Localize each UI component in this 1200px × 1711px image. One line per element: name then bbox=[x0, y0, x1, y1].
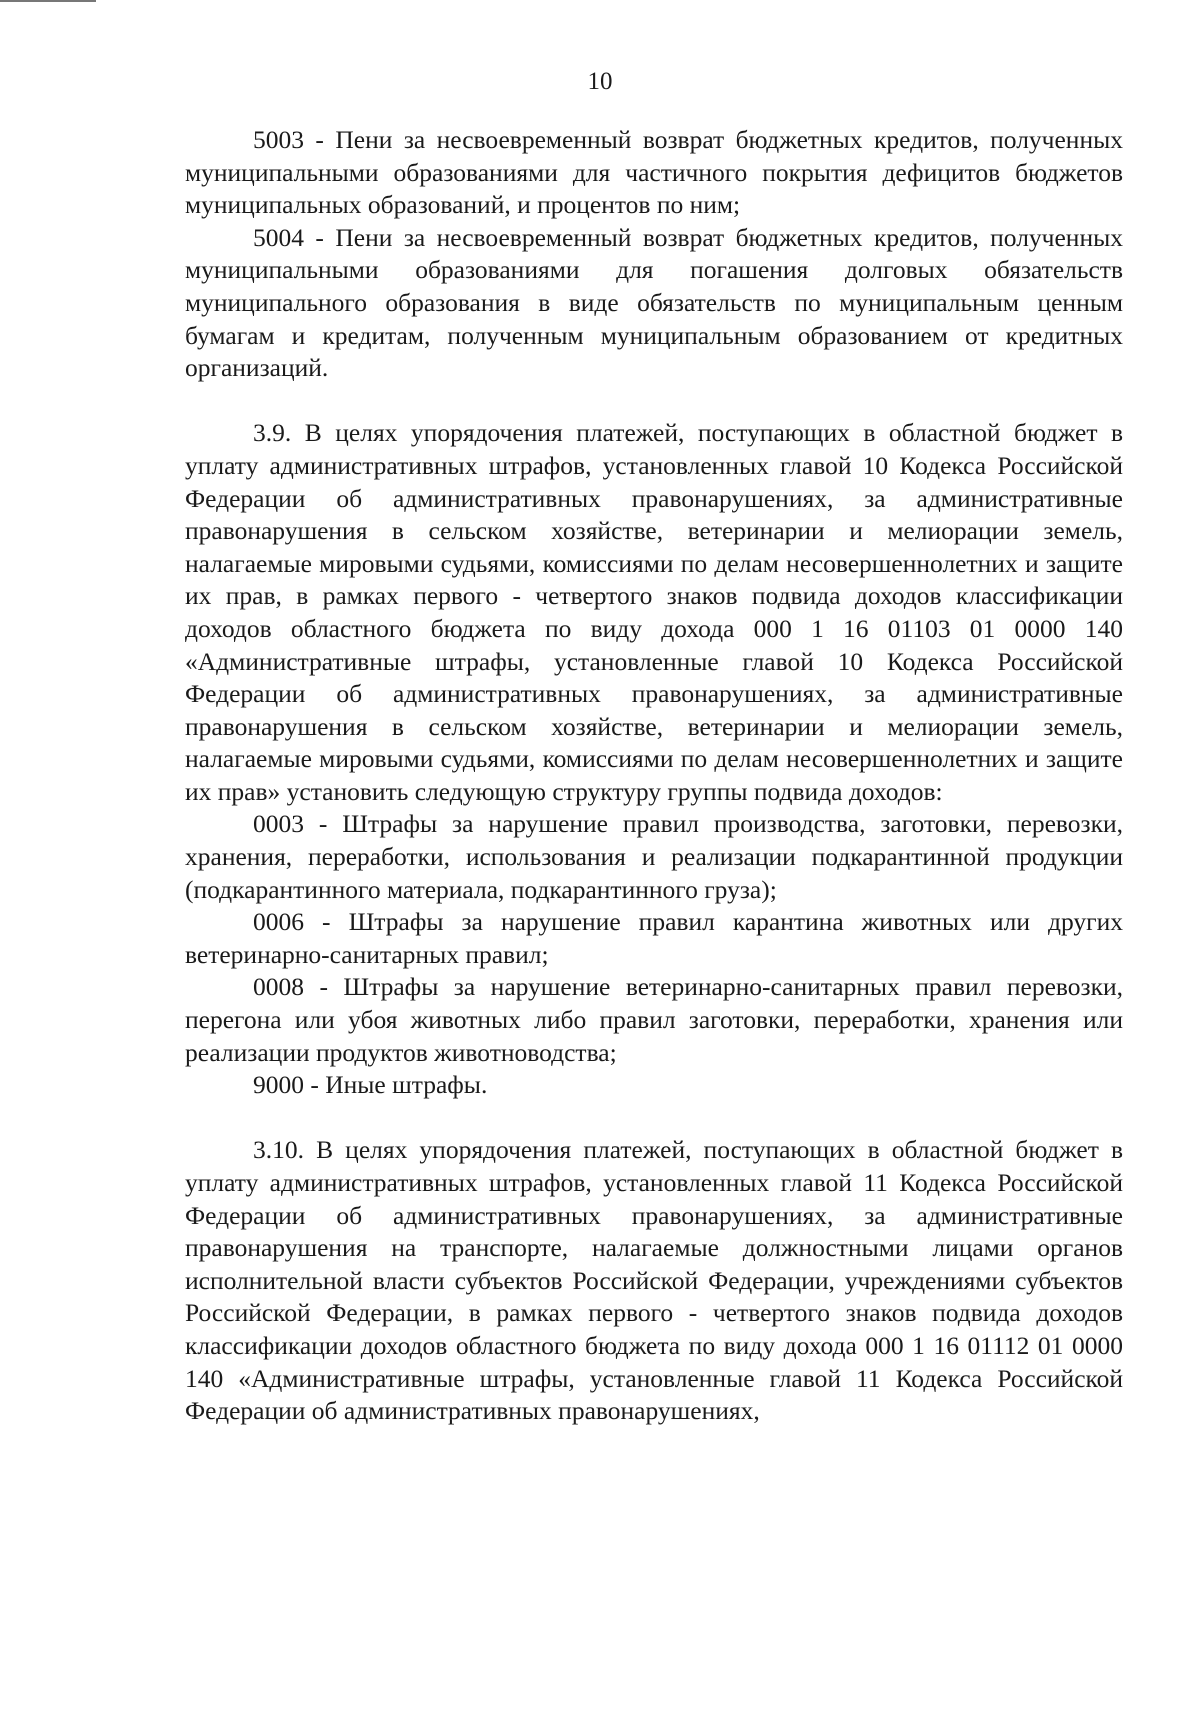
paragraph-9000: 9000 - Иные штрафы. bbox=[253, 1070, 488, 1100]
section-3-10: 3.10. В целях упорядочения платежей, поступающих в областной бюджет в уплату административных штрафов, установленных главой 11 Кодекса Российской Федерации об административных правонарушениях, за административные правонарушения на транспорте, налагаемые должностными лицами органов исполнительной власти субъектов Российской Федерации, учреждениями субъектов Российской Федерации, в рамках первого - четвертого знаков подвида доходов классификации доходов областного бюджета по виду дохода 000 1 16 01112 01 0000 140 «Административные штрафы, установленные главой 11 Кодекса Российской Федерации об административных правонарушениях, bbox=[185, 1135, 1123, 1426]
page-number: 10 bbox=[587, 68, 613, 95]
paragraph-spacer bbox=[185, 385, 1123, 418]
paragraph-0008: 0008 - Штрафы за нарушение ветеринарно-санитарных правил перевозки, перегона или убоя животных либо правил заготовки, переработки, хранения или реализации продуктов животноводства; bbox=[185, 972, 1123, 1067]
paragraph-spacer bbox=[185, 1102, 1123, 1135]
paragraph-0003: 0003 - Штрафы за нарушение правил производства, заготовки, перевозки, хранения, переработки, использования и реализации подкарантинной продукции (подкарантинного материала, подкарантинного груза); bbox=[185, 809, 1123, 904]
paragraph-0006: 0006 - Штрафы за нарушение правил карантина животных или других ветеринарно-санитарных правил; bbox=[185, 907, 1123, 969]
paragraph-5003: 5003 - Пени за несвоевременный возврат бюджетных кредитов, полученных муниципальными образованиями для частичного покрытия дефицитов бюджетов муниципальных образований, и процентов по ним; bbox=[185, 125, 1123, 220]
paragraph-5004: 5004 - Пени за несвоевременный возврат бюджетных кредитов, полученных муниципальными образованиями для погашения долговых обязательств муниципального образования в виде обязательств по муниципальным ценным бумагам и кредитам, полученным муниципальным образованием от кредитных организаций. bbox=[185, 222, 1123, 383]
scan-edge-mark bbox=[0, 0, 96, 2]
document-body bbox=[185, 124, 1123, 1428]
section-3-9: 3.9. В целях упорядочения платежей, поступающих в областной бюджет в уплату административных штрафов, установленных главой 10 Кодекса Российской Федерации об административных правонарушениях, за административные правонарушения в сельском хозяйстве, ветеринарии и мелиорации земель, налагаемые мировыми судьями, комиссиями по делам несовершеннолетних и защите их прав, в рамках первого - четвертого знаков подвида доходов классификации доходов областного бюджета по виду дохода 000 1 16 01103 01 0000 140 «Административные штрафы, установленные главой 10 Кодекса Российской Федерации об административных правонарушениях, за административные правонарушения в сельском хозяйстве, ветеринарии и мелиорации земель, налагаемые мировыми судьями, комиссиями по делам несовершеннолетних и защите их прав» установить следующую структуру группы подвида доходов: bbox=[185, 418, 1123, 806]
